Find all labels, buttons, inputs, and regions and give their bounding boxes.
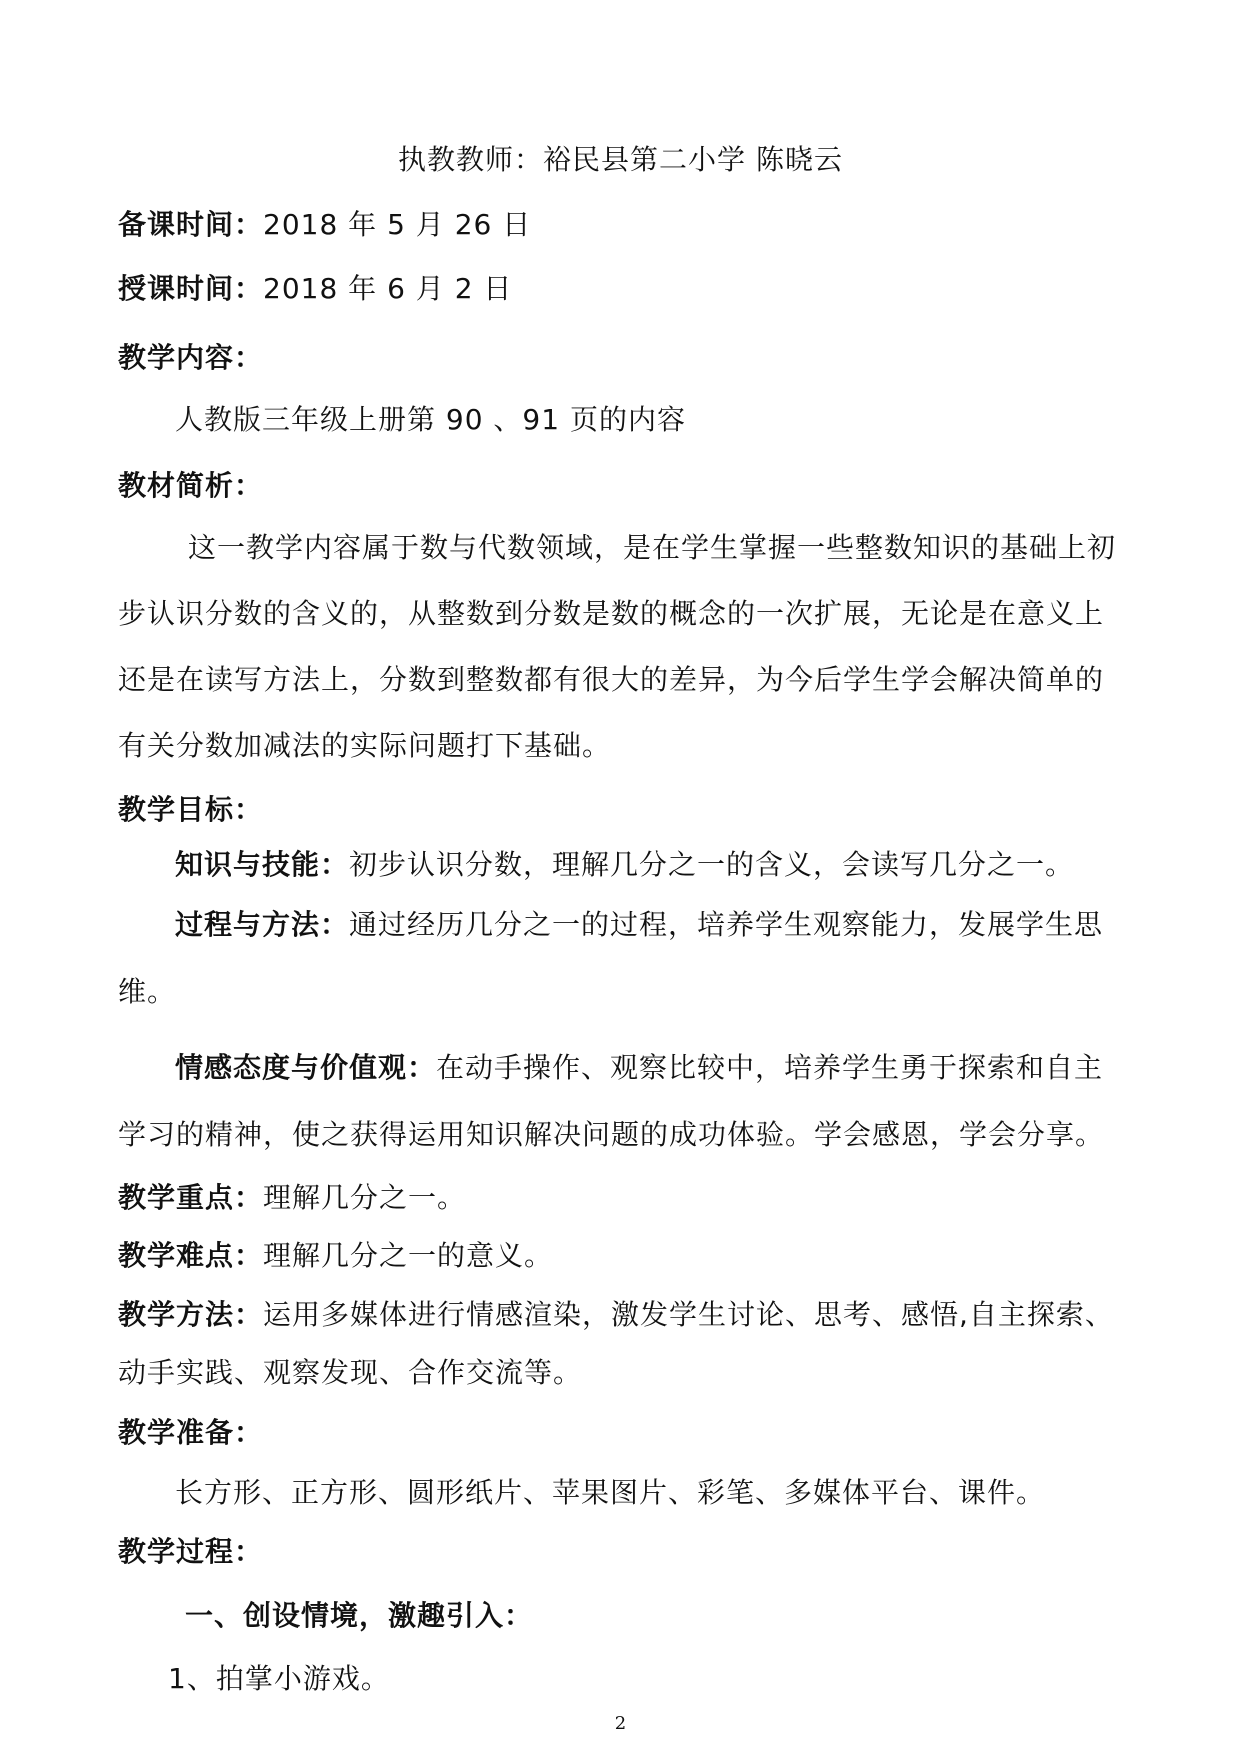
class-time-value: 2018 年 6 月 2 日: [263, 272, 513, 305]
goal-emotion-text: 在动手操作、观察比较中，培养学生勇于探索和自主: [436, 1051, 1104, 1084]
goal-knowledge-label: 知识与技能：: [175, 848, 350, 881]
goal-process-label: 过程与方法：: [175, 908, 350, 941]
key-point-label: 教学重点：: [118, 1181, 264, 1214]
prep-heading: 教学准备：: [118, 1416, 264, 1449]
analysis-line: 这一教学内容属于数与代数领域，是在学生掌握一些整数知识的基础上初: [188, 531, 1117, 564]
goal-process-text: 通过经历几分之一的过程，培养学生观察能力，发展学生思: [349, 908, 1104, 941]
difficulty-row: [118, 1236, 553, 1276]
goal-emotion: [175, 1048, 1103, 1088]
method-label: 教学方法：: [118, 1298, 264, 1331]
teacher-line: 执教教师：裕民县第二小学 陈晓云: [398, 143, 843, 176]
key-point-text: 理解几分之一。: [263, 1181, 467, 1214]
goals-heading: 教学目标：: [118, 793, 264, 826]
goal-emotion-label: 情感态度与价值观：: [175, 1051, 437, 1084]
analysis-heading: 教材简析：: [118, 469, 264, 502]
class-time-row: [118, 269, 512, 309]
goal-knowledge-text: 初步认识分数，理解几分之一的含义，会读写几分之一。: [349, 848, 1075, 881]
page-number: 2: [614, 1713, 627, 1734]
method-cont: 动手实践、观察发现、合作交流等。: [118, 1356, 583, 1389]
process-section-1: 一、创设情境，激趣引入：: [185, 1599, 534, 1632]
goal-emotion-cont: 学习的精神，使之获得运用知识解决问题的成功体验。学会感恩，学会分享。: [118, 1118, 1105, 1151]
difficulty-label: 教学难点：: [118, 1239, 264, 1272]
analysis-line: 步认识分数的含义的，从整数到分数是数的概念的一次扩展，无论是在意义上: [118, 597, 1105, 630]
method-text: 运用多媒体进行情感渲染，激发学生讨论、思考、感悟,自主探索、: [263, 1298, 1114, 1331]
prep-text: 长方形、正方形、圆形纸片、苹果图片、彩笔、多媒体平台、课件。: [175, 1476, 1046, 1509]
goal-knowledge: [175, 845, 1074, 885]
content-text: 人教版三年级上册第 90 、91 页的内容: [175, 403, 686, 436]
prep-time-value: 2018 年 5 月 26 日: [263, 208, 532, 241]
analysis-line: 还是在读写方法上，分数到整数都有很大的差异，为今后学生学会解决简单的: [118, 663, 1105, 696]
process-item-1: 1、拍掌小游戏。: [168, 1662, 390, 1695]
prep-time-row: [118, 205, 531, 245]
analysis-line: 有关分数加减法的实际问题打下基础。: [118, 729, 612, 762]
key-point-row: [118, 1178, 466, 1218]
goal-process-cont: 维。: [118, 975, 177, 1008]
prep-time-label: 备课时间：: [118, 208, 264, 241]
process-heading: 教学过程：: [118, 1535, 264, 1568]
goal-process: [175, 905, 1103, 945]
content-heading: 教学内容：: [118, 341, 264, 374]
method-row: [118, 1295, 1114, 1335]
class-time-label: 授课时间：: [118, 272, 264, 305]
difficulty-text: 理解几分之一的意义。: [263, 1239, 554, 1272]
